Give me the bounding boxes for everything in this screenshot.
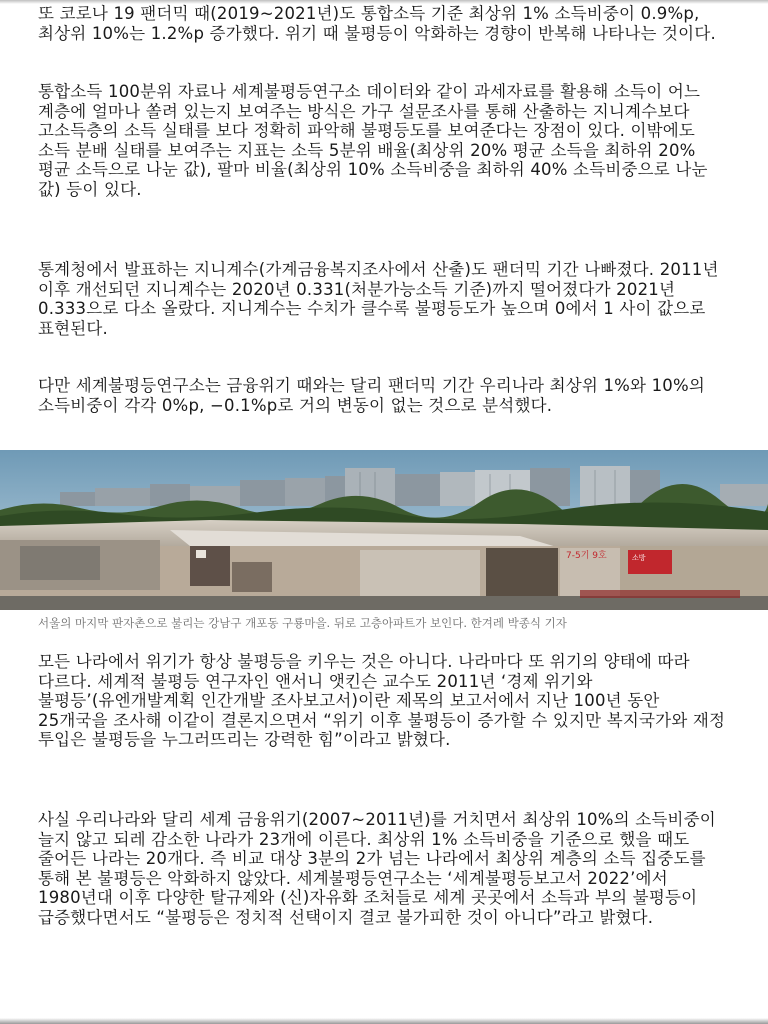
paragraph-3: 통계청에서 발표하는 지니계수(가계금융복지조사에서 산출)도 팬더믹 기간 나빠졌다. 2011년 이후 개선되던 지니계수는 2020년 0.331(처분가능소득 기준)까지 떨어졌다가 2021년 0.333으로 다소 올랐다. 지니계수는 수치가 클수록 불평등도가 높으며 0에서 1 사이 값으로 표현된다. <box>38 260 719 338</box>
guryong-village-photo <box>0 450 768 610</box>
paragraph-1: 또 코로나 19 팬더믹 때(2019~2021년)도 통합소득 기준 최상위 1% 소득비중이 0.9%p, 최상위 10%는 1.2%p 증가했다. 위기 때 불평등이 악화하는 경향이 반복해 나타나는 것이다. <box>38 4 716 43</box>
door <box>486 548 558 598</box>
bottom-edge-shadow <box>0 1018 768 1024</box>
painted-house-number: 7-5기 9호 <box>566 551 607 561</box>
red-sign-text: 소방 <box>632 554 646 562</box>
article-photo <box>0 450 768 610</box>
paragraph-5: 모든 나라에서 위기가 항상 불평등을 키우는 것은 아니다. 나라마다 또 위기의 양태에 따라 다르다. 세계적 불평등 연구자인 앤서니 앳킨슨 교수도 2011년 ‘경제 위기와 불평등’(유엔개발계획 인간개발 조사보고서)이란 제목의 보고서에서 지난 100년 동안 25개국을 조사해 이같이 결론지으면서 “위기 이후 불평등이 증가할 수 있지만 복지국가와 재정 투입은 불평등을 누그러뜨리는 강력한 힘”이라고 밝혔다. <box>38 652 726 750</box>
paragraph-4: 다만 세계불평등연구소는 금융위기 때와는 달리 팬더믹 기간 우리나라 최상위 1%와 10%의 소득비중이 각각 0%p, −0.1%p로 거의 변동이 없는 것으로 분석했다. <box>38 376 706 415</box>
paragraph-2: 통합소득 100분위 자료나 세계불평등연구소 데이터와 같이 과세자료를 활용해 소득이 어느 계층에 얼마나 쏠려 있는지 보여주는 방식은 가구 설문조사를 통해 산출하는 지니계수보다 고소득층의 소득 실태를 보다 정확히 파악해 불평등도를 보여준다는 장점이 있다. 이밖에도 소득 분배 실태를 보여주는 지표는 소득 5분위 배율(최상위 20% 평균 소득을 최하위 20% 평균 소득으로 나눈 값), 팔마 비율(최상위 10% 소득비중을 최하위 40% 소득비중으로 나눈 값) 등이 있다. <box>38 82 708 199</box>
photo-caption: 서울의 마지막 판자촌으로 불리는 강남구 개포동 구룡마을. 뒤로 고층아파트가 보인다. 한겨레 박종식 기자 <box>38 616 567 630</box>
paragraph-6: 사실 우리나라와 달리 세계 금융위기(2007~2011년)를 거치면서 최상위 10%의 소득비중이 늘지 않고 되레 감소한 나라가 23개에 이른다. 최상위 1% 소득비중을 기준으로 했을 때도 줄어든 나라는 20개다. 즉 비교 대상 3분의 2가 넘는 나라에서 최상위 계층의 소득 집중도를 통해 본 불평등은 악화하지 않았다. 세계불평등연구소는 ‘세계불평등보고서 2022’에서 1980년대 이후 다양한 탈규제와 (신)자유화 조처들로 세계 곳곳에서 소득과 부의 불평등이 급증했다면서도 “불평등은 정치적 선택이지 결코 불가피한 것이 아니다”라고 밝혔다. <box>38 810 716 927</box>
